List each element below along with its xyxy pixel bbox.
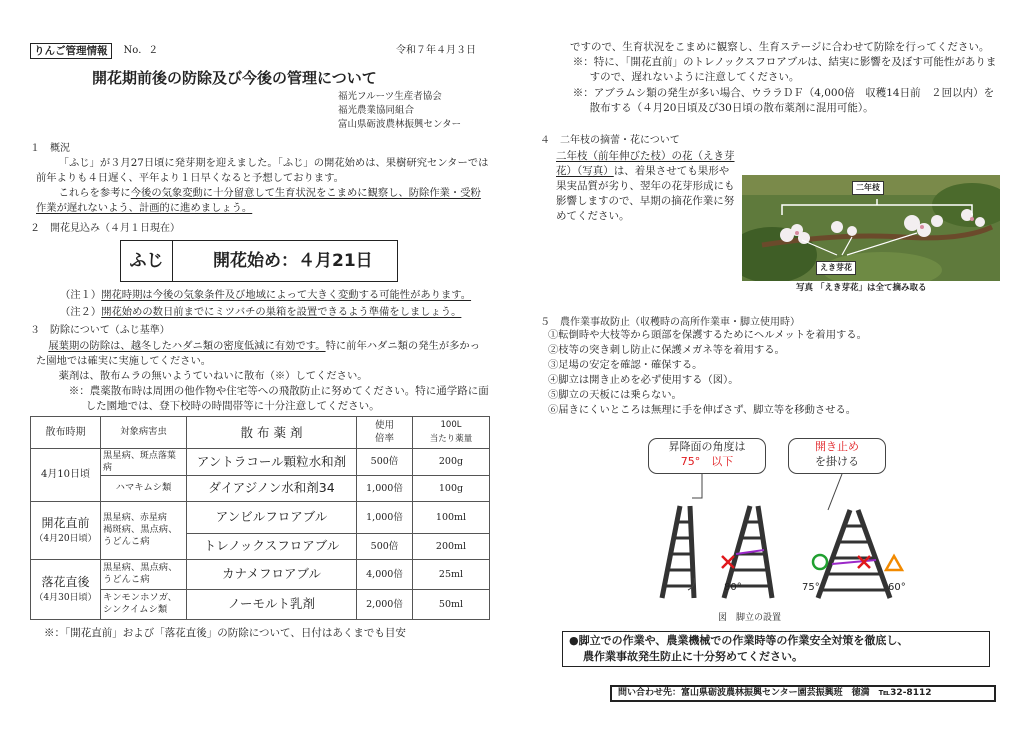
photo-axillary-buds [742,175,1000,281]
pest-text-a: 黒星病 [103,512,131,524]
time-2-sub: （4月20日頃） [34,533,97,544]
label-bud: えき芽花 [816,261,856,275]
contact-info: 問い合わせ先：富山県砺波農林振興センター園芸振興班 徳満 ℡32-8112 [610,685,996,702]
cell-rate: 500倍 [357,533,413,559]
cell-amount: 50ml [413,589,490,619]
bloom-variety: ふじ [121,241,173,281]
th-time: 散布時期 [31,416,101,448]
issue-date: 令和７年４月３日 [396,44,476,56]
bubble-stopper-line2: を掛ける [815,455,859,468]
section-1-para-2 [30,186,490,216]
pest-text-a: 黒星病 [103,449,131,461]
cell-drug: ダイアジノン水和剤34 [187,475,357,501]
org-1: 福光フルーツ生産者協会 [338,90,442,102]
list-item: ③足場の安定を確認・確保する。 [548,359,703,371]
issue-number: No．２ [123,44,159,56]
section-1-para-2-underlined: 今後の気象変動に十分留意して生育状況をこまめに観察し、防除作業・受粉作業が遅れないよう、計画的に進めましょう。 [36,187,481,215]
section-3-para-1-rest: 特に前年ハダニ類の発生が多かった園地では確実に実施してください。 [36,339,481,367]
section-1-heading: １ 概況 [30,142,70,154]
note-1-key: （注１） [60,289,102,302]
page-title: 開花期前後の防除及び今後の管理について [92,69,377,87]
right-column [540,40,1002,698]
bloom-forecast-box [120,240,398,282]
cell-amount: 100g [413,475,490,501]
bloom-date: 開花始め：４月21日 [213,251,373,272]
table-row [31,559,490,589]
section-1-para-1: 「ふじ」が３月27日頃に発芽期を迎えました。「ふじ」の開花始めは、果樹研究センターでは前年よりも４日遅く、平年より１日早くなると予想しております。 [36,157,489,185]
cell-pest: キンモンホソガ、シンクイムシ類 [101,589,187,619]
cell-rate: 2,000倍 [357,589,413,619]
section-3-note: ※：農薬散布時は周囲の他作物や住宅等への飛散防止に努めてください。特に通学路に面した園地では、登下校時の時間帯等に十分注意してください。 [68,384,489,412]
section-4-para-underlined: 二年枝（前年伸びた枝）の花（えき芽花）（写真） [556,149,735,177]
cell-time-3 [31,559,101,619]
list-item: ⑥届きにくいところは無理に手を伸ばさず、脚立等を移動させる。 [548,404,857,416]
header-row [30,42,490,60]
th-rate-text: 使用 倍率 [374,420,394,445]
left-column [30,42,490,641]
stopper-3 [832,560,876,564]
cell-rate: 4,000倍 [357,559,413,589]
cell-drug: トレノックスフロアブル [187,533,357,559]
spray-schedule-table [30,416,490,620]
section-4-para-rest: は、着果させても果形や果実品質が劣り、翌年の花芽形成にも影響しますので、早期の摘花作業に努めてください。 [556,164,735,223]
pest-text-b: 、赤星病 [130,513,167,524]
note-2-key: （注２） [60,306,102,319]
section-1-para-2-lead: これらを参考に [58,187,131,200]
bubble-tail-1 [692,474,702,498]
angle-label-1: 80° [724,582,742,593]
right-note-1: ※：特に、「開花直前」のトレノックスフロアブルは、結実に影響を及ぼす可能性がありますので、遅れないように注意してください。 [572,56,997,84]
cell-pest: ハマキムシ類 [101,475,187,501]
note-1-text: 開花時期は今後の気象条件及び地域によって大きく変動する可能性があります。 [101,289,472,302]
section-3-para-1 [30,339,490,369]
warning-line-2: 農作業事故発生防止に十分努めてください。 [583,650,803,663]
section-4-para [540,149,736,225]
time-2-main: 開花直前 [41,516,90,531]
list-item: ②枝等の突き刺し防止に保護メガネ等を着用する。 [548,344,785,356]
mark-circle-icon [813,555,827,569]
section-2-heading: ２ 開花見込み（４月１日現在） [30,222,180,234]
right-note-2: ※：アブラムシ類の発生が多い場合、ウララＤＦ（4,000倍 収穫14日前 ２回以内）を散布する（４月20日頃及び30日頃の散布薬剤に混用可能）。 [572,86,995,114]
cell-amount: 200ml [413,533,490,559]
table-row [31,501,490,533]
time-3-sub: （4月30日頃） [34,592,97,603]
ladder-figure [632,438,952,608]
table-header-row [31,416,490,448]
list-item: ④脚立は開き止めを必ず使用する（図）。 [548,374,739,386]
safety-list [540,328,867,418]
note-2-text: 開花始めの数日前までにミツバチの巣箱を設置できるよう準備をしましょう。 [101,306,462,319]
th-amount [413,416,490,448]
section-4-heading: ４ 二年枝の摘蕾・花について [540,135,680,147]
footnote-left: ※：「開花直前」および「落花直後」の防除について、日付はあくまでも目安 [44,626,406,639]
cell-pest [101,559,187,589]
cell-drug: カナメフロアブル [187,559,357,589]
cell-rate: 1,000倍 [357,501,413,533]
org-2: 福光農業協同組合 [338,104,415,116]
cell-amount: 25ml [413,559,490,589]
figure-caption: 図 脚立の設置 [718,613,782,623]
time-3-main: 落花直後 [41,575,90,590]
list-item: ⑤脚立の天板には乗らない。 [548,389,682,401]
pest-text-b: 、黒点病、うどんこ病 [103,562,178,586]
ladder-1-icon [662,506,694,598]
pest-text-b: 、斑点落葉病 [103,450,176,473]
bubble-angle-line2: 75° 以下 [680,455,734,468]
org-3: 富山県砺波農林振興センター [338,118,462,130]
cell-amount: 100ml [413,501,490,533]
bubble-stopper-line1: 開き止め [815,440,859,453]
safety-warning-box [562,631,990,667]
table-row [31,448,490,475]
section-3-para-1-underlined: 展葉期の防除は、越冬したハダニ類の密度低減に有効です。 [48,339,326,352]
cell-rate: 1,000倍 [357,475,413,501]
mark-triangle-icon [886,556,902,570]
cell-drug: アントラコール顆粒水和剤 [187,448,357,475]
cell-time-2 [31,501,101,559]
th-amount-text: 100L 当たり薬量 [429,420,473,445]
label-branch: 二年枝 [852,181,884,195]
cell-drug: アンビルフロアブル [187,501,357,533]
th-drug: 散 布 薬 剤 [187,416,357,448]
section-3-heading: ３ 防除について（ふじ基準） [30,325,170,337]
section-5-heading: ５ 農作業事故防止（収穫時の高所作業車・脚立使用時） [540,317,800,328]
note-2 [60,305,490,320]
photo-caption: 写真 「えき芽花」は全て摘み取る [796,283,927,293]
organization-list [338,90,490,132]
cell-drug: ノーモルト乳剤 [187,589,357,619]
list-item: ①転倒時や大枝等から頭部を保護するためにヘルメットを着用する。 [548,329,867,341]
note-1 [60,288,490,303]
pest-text-a: 黒星病 [103,562,131,574]
th-rate [357,416,413,448]
ladder-3-icon [818,510,890,598]
cell-pest [101,448,187,475]
bubble-tail-2 [828,474,842,510]
angle-label-3: 60° [888,582,906,593]
section-3-para-2: 薬剤は、散布ムラの無いようていねいに散布（※）してください。 [58,369,368,382]
cell-rate: 500倍 [357,448,413,475]
pest-text-c: 褐斑病、黒点病、うどんこ病 [103,524,178,548]
angle-label-2: 75° [802,582,820,593]
right-para-1: ですので、生育状況をこまめに観察し、生育ステージに合わせて防除を行ってください。 [570,41,990,53]
cell-pest [101,501,187,559]
bubble-angle-line1: 昇降面の角度は [668,440,746,453]
th-pest: 対象病害虫 [101,416,187,448]
cell-amount: 200g [413,448,490,475]
warning-line-1: ●脚立での作業や、農業機械での作業時等の作業安全対策を徹底し、 [569,634,909,647]
cell-time-1: 4月10日頃 [31,448,101,501]
newsletter-badge: りんご管理情報 [30,43,112,59]
